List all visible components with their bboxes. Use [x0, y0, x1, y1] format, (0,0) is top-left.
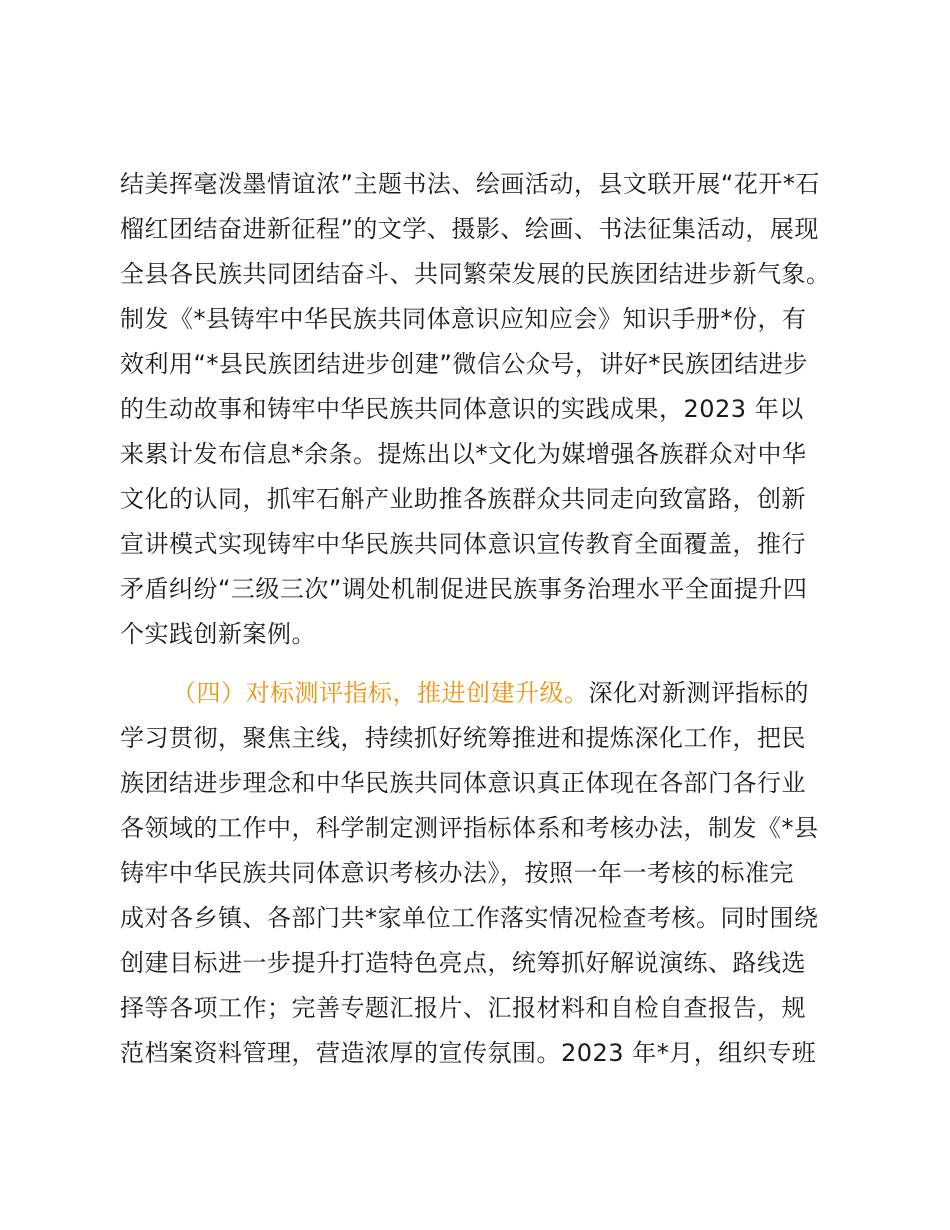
text-line: 效利用“*县民族团结进步创建”微信公众号，讲好*民族团结进步	[120, 350, 808, 378]
text-line: 铸牢中华民族共同体意识考核办法》，按照一年一考核的标准完	[120, 859, 794, 887]
text-line-with-heading	[120, 671, 840, 716]
text-line: 族团结进步理念和中华民族共同体意识真正体现在各部门各行业	[120, 769, 806, 797]
text-line: 结美挥毫泼墨情谊浓”主题书法、绘画活动，县文联开展“花开*石	[120, 170, 820, 198]
text-line: 学习贯彻，聚焦主线，持续抓好统筹推进和提炼深化工作，把民	[120, 724, 806, 752]
text-line: 的生动故事和铸牢中华民族共同体意识的实践成果，2023 年以	[120, 395, 804, 423]
paragraph-1	[120, 162, 840, 657]
paragraph-gap	[120, 657, 840, 671]
text-line: 创建目标进一步提升打造特色亮点，统筹抓好解说演练、路线选	[120, 949, 806, 977]
text-line: 各领域的工作中，科学制定测评指标体系和考核办法，制发《*县	[120, 814, 819, 842]
text-line: 榴红团结奋进新征程”的文学、摄影、绘画、书法征集活动，展现	[120, 215, 819, 243]
section-heading: （四）对标测评指标，推进创建升级。	[172, 679, 589, 707]
text-line: 全县各民族共同团结奋斗、共同繁荣发展的民族团结进步新气象。	[120, 260, 831, 288]
text-line: 个实践创新案例。	[120, 620, 316, 648]
text-line: 择等各项工作；完善专题汇报片、汇报材料和自检自查报告，规	[120, 994, 806, 1022]
text-line: 制发《*县铸牢中华民族共同体意识应知应会》知识手册*份，有	[120, 305, 807, 333]
paragraph-2	[120, 671, 840, 1076]
text-line: 来累计发布信息*余条。提炼出以*文化为媒增强各族群众对中华	[120, 440, 807, 468]
text-line: 范档案资料管理，营造浓厚的宣传氛围。2023 年*月，组织专班	[120, 1039, 817, 1067]
document-body	[120, 162, 840, 1076]
heading-line-rest: 深化对新测评指标的	[588, 679, 809, 707]
text-line: 矛盾纠纷“三级三次”调处机制促进民族事务治理水平全面提升四	[120, 575, 808, 603]
text-line: 文化的认同，抓牢石斛产业助推各族群众共同走向致富路，创新	[120, 485, 806, 513]
text-line: 宣讲模式实现铸牢中华民族共同体意识宣传教育全面覆盖，推行	[120, 530, 806, 558]
text-line: 成对各乡镇、各部门共*家单位工作落实情况检查考核。同时围绕	[120, 904, 819, 932]
